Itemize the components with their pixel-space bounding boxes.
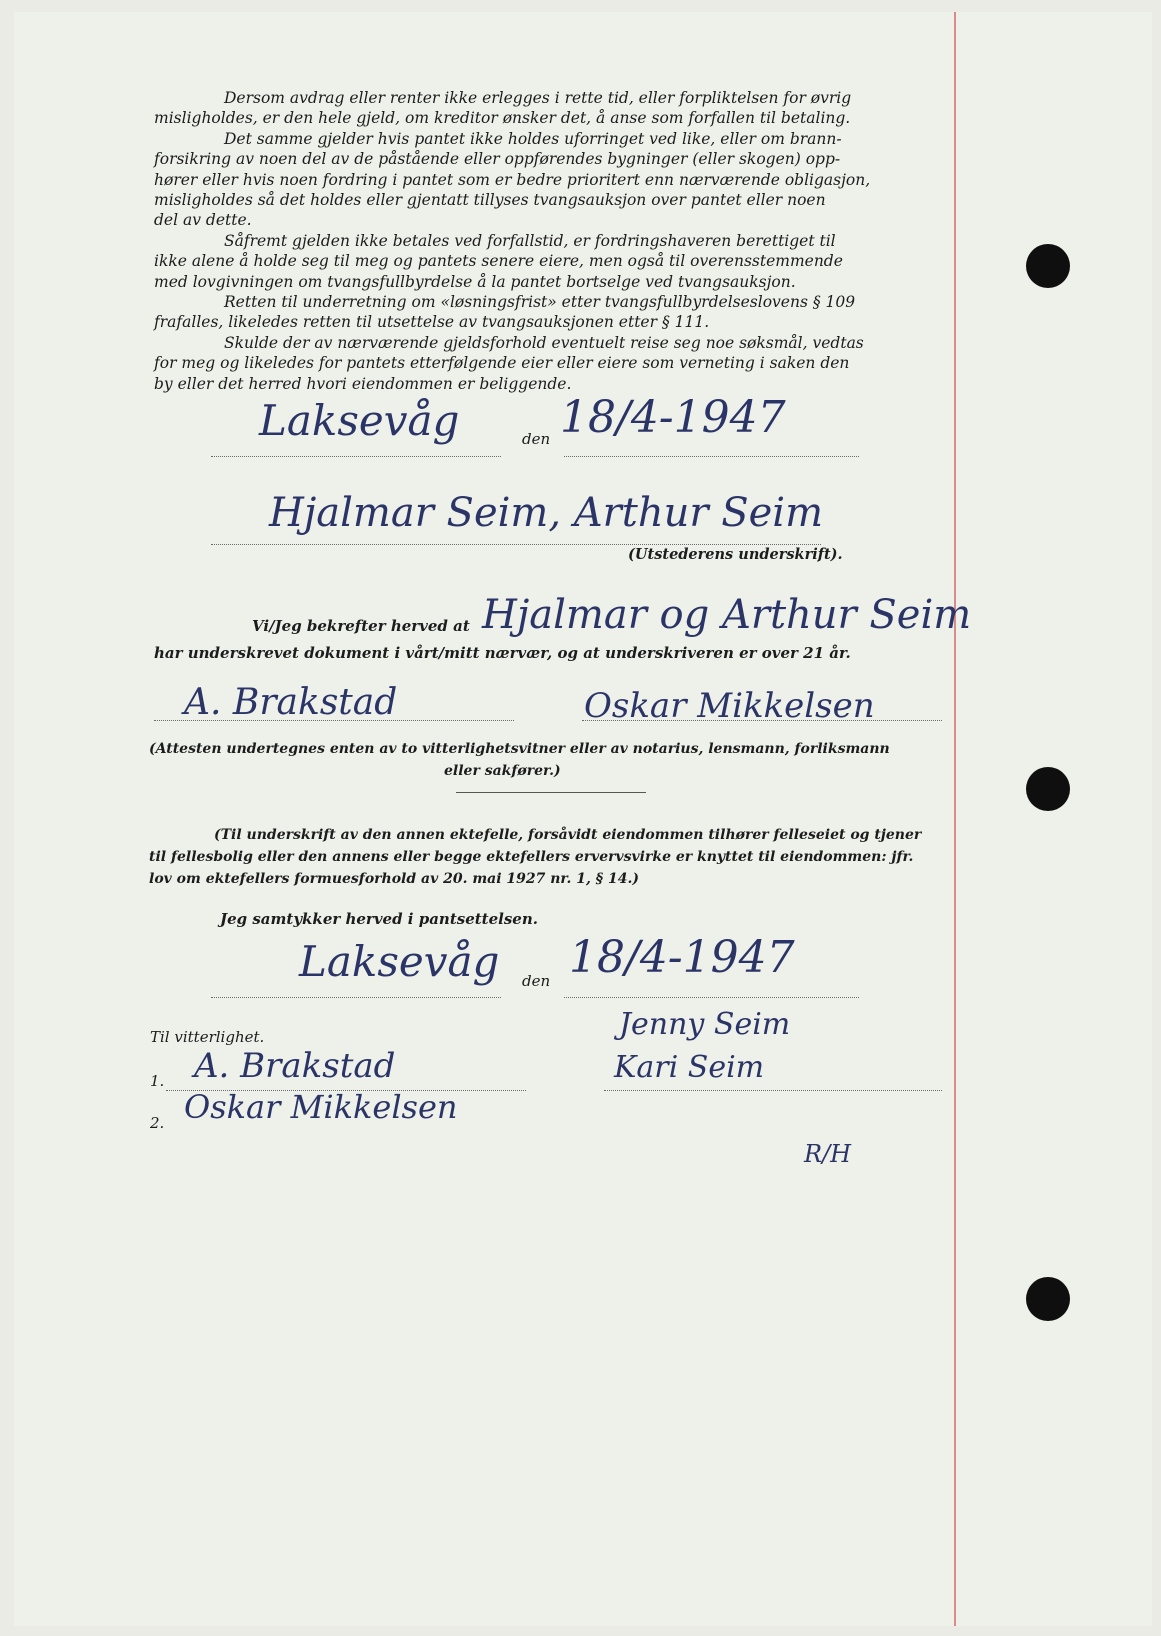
spouse-signature-2: Kari Seim xyxy=(614,1050,765,1085)
punch-hole xyxy=(1026,1277,1070,1321)
margin-rule xyxy=(954,12,956,1626)
terms-paragraph xyxy=(154,88,939,394)
issuer-place: Laksevåg xyxy=(259,396,460,445)
terms-line: med lovgivningen om tvangsfullbyrdelse å la pantet bortselge ved tvangsauksjon. xyxy=(154,272,796,291)
spouse-signature-1: Jenny Seim xyxy=(619,1007,791,1042)
terms-line: for meg og likeledes for pantets etterfølgende eier eller eiere som verneting i saken den xyxy=(154,354,850,373)
attest-witness-2: Oskar Mikkelsen xyxy=(584,686,875,726)
spouse-place-line xyxy=(211,997,501,998)
document-page xyxy=(14,12,1152,1626)
section-divider xyxy=(456,792,646,793)
spouse-note-line-1: (Til underskrift av den annen ektefelle, forsåvidt eiendommen tilhører felleseiet og tjener xyxy=(214,827,922,843)
spouse-den-label: den xyxy=(522,972,551,990)
witness-number-1: 1. xyxy=(150,1072,165,1090)
terms-line: Det samme gjelder hvis pantet ikke holdes uforringet ved like, eller om brann- xyxy=(224,129,842,148)
terms-line: misligholdes, er den hele gjeld, om kreditor ønsker det, å anse som forfallen til betaling. xyxy=(154,109,851,128)
spouse-date-line xyxy=(564,997,859,998)
witness-line-1 xyxy=(154,720,514,721)
terms-line: Retten til underretning om «løsningsfrist» etter tvangsfullbyrdelseslovens § 109 xyxy=(224,293,856,312)
issuer-signature-caption: (Utstederens underskrift). xyxy=(628,546,843,563)
spouse-place: Laksevåg xyxy=(299,937,500,986)
initials: R/H xyxy=(804,1140,852,1168)
issuer-den-label: den xyxy=(522,430,551,448)
attest-note-line-2: eller sakfører.) xyxy=(444,763,561,779)
terms-line: by eller det herred hvori eiendommen er beliggende. xyxy=(154,374,572,393)
witness-heading: Til vitterlighet. xyxy=(150,1028,265,1046)
witness-signature-2: Oskar Mikkelsen xyxy=(184,1088,458,1126)
terms-line: forsikring av noen del av de påstående eller oppførendes bygninger (eller skogen) opp- xyxy=(154,150,841,169)
punch-hole xyxy=(1026,767,1070,811)
consent-statement: Jeg samtykker herved i pantsettelsen. xyxy=(220,910,538,928)
terms-line: Såfremt gjelden ikke betales ved forfallstid, er fordringshaveren berettiget til xyxy=(224,231,836,250)
issuer-signatures: Hjalmar Seim, Arthur Seim xyxy=(269,490,824,536)
place-line xyxy=(211,456,501,457)
attest-statement: har underskrevet dokument i vårt/mitt nærvær, og at underskriveren er over 21 år. xyxy=(154,644,851,662)
terms-line: ikke alene å holde seg til meg og pantets senere eiere, men også til overensstemmende xyxy=(154,252,843,271)
spouse-note-line-2: til fellesbolig eller den annens eller begge ektefellers ervervsvirke er knyttet til eiendommen: jfr. xyxy=(149,849,914,865)
terms-line: frafalles, likeledes retten til utsettelse av tvangsauksjonen etter § 111. xyxy=(154,313,710,332)
issuer-date: 18/4-1947 xyxy=(560,392,786,443)
attest-prefix: Vi/Jeg bekrefter herved at xyxy=(252,617,470,635)
terms-line: del av dette. xyxy=(154,211,252,230)
terms-line: hører eller hvis noen fordring i pantet som er bedre prioritert enn nærværende obligasjon, xyxy=(154,170,871,189)
terms-line: misligholdes så det holdes eller gjentatt tillyses tvangsauksjon over pantet eller noen xyxy=(154,191,826,210)
witness-line-2 xyxy=(582,720,942,721)
spouse-date: 18/4-1947 xyxy=(569,932,795,983)
spouse-signature-line xyxy=(604,1090,942,1091)
spouse-note-line-3: lov om ektefellers formuesforhold av 20. mai 1927 nr. 1, § 14.) xyxy=(149,871,639,887)
terms-line: Skulde der av nærværende gjeldsforhold eventuelt reise seg noe søksmål, vedtas xyxy=(224,333,864,352)
date-line xyxy=(564,456,859,457)
attest-note-line-1: (Attesten undertegnes enten av to vitterlighetsvitner eller av notarius, lensmann, forliksmann xyxy=(149,741,890,757)
punch-hole xyxy=(1026,244,1070,288)
attest-witness-1: A. Brakstad xyxy=(184,682,398,723)
witness-number-2: 2. xyxy=(150,1114,165,1132)
signature-line xyxy=(211,544,821,545)
attested-names: Hjalmar og Arthur Seim xyxy=(482,592,972,638)
terms-line: Dersom avdrag eller renter ikke erlegges i rette tid, eller forpliktelsen for øvrig xyxy=(224,89,852,107)
witness-signature-1: A. Brakstad xyxy=(194,1046,396,1086)
